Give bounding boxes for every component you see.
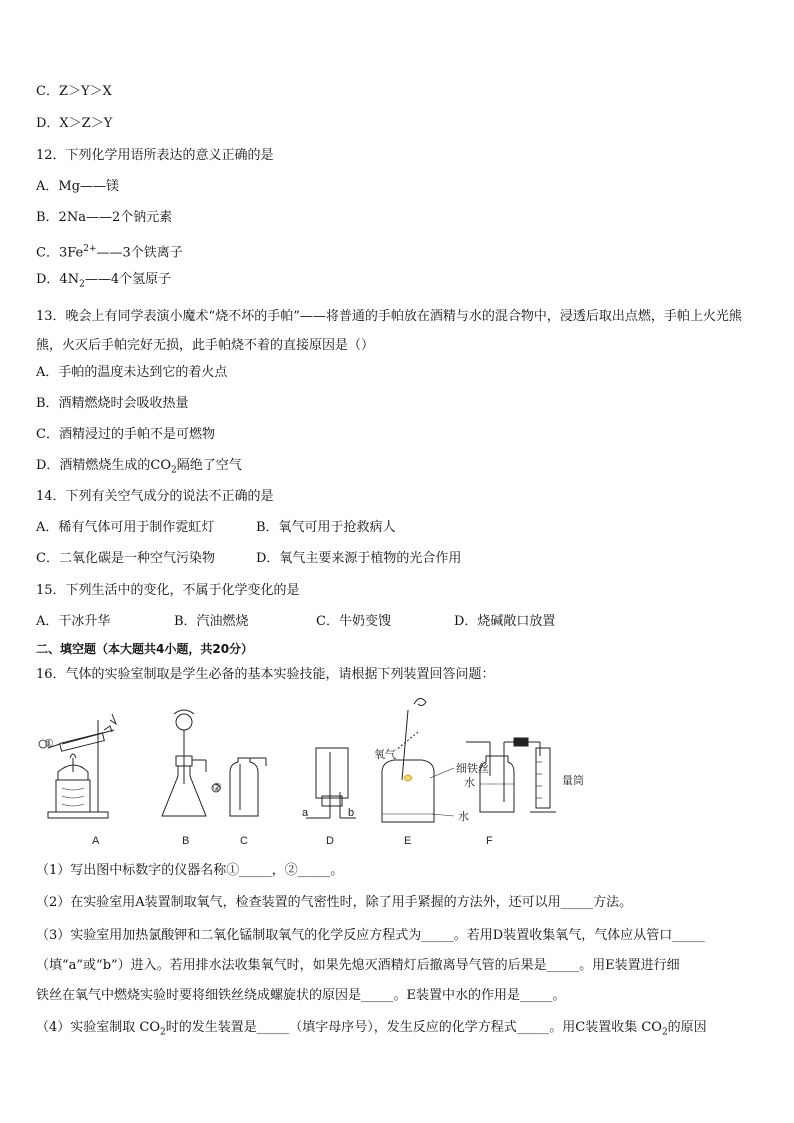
q14-option-a: A．稀有气体可用于制作霓虹灯 bbox=[36, 520, 215, 535]
q16-part-4 bbox=[36, 1019, 707, 1042]
q12-stem: 12．下列化学用语所表达的意义正确的是 bbox=[36, 148, 274, 163]
label-d: D bbox=[326, 835, 334, 847]
q13-option-d-pre: D．酒精燃烧生成的CO bbox=[36, 458, 172, 473]
q16-part-4-post: 的原因 bbox=[667, 1020, 707, 1035]
q14-option-c: C．二氧化碳是一种空气污染物 bbox=[36, 551, 215, 566]
q16-stem: 16．气体的实验室制取是学生必备的基本实验技能，请根据下列装置回答问题： bbox=[36, 667, 495, 682]
label-e: E bbox=[404, 835, 412, 847]
q16-part-3-line-1: （3）实验室用加热氯酸钾和二氧化锰制取氧气的化学反应方程式为_____。若用D装置收集氧气，气体应从管口_____ bbox=[36, 928, 705, 943]
q14-option-d: D．氧气主要来源于植物的光合作用 bbox=[256, 551, 462, 566]
q14-row-1 bbox=[36, 519, 396, 537]
apparatus-f bbox=[466, 738, 556, 812]
q12-option-c bbox=[36, 240, 183, 262]
label-iron-wire: 细铁丝 bbox=[456, 763, 489, 775]
mark-1: ① bbox=[44, 738, 54, 750]
section-2-title: 二、填空题（本大题共4小题，共20分） bbox=[36, 642, 254, 656]
q15-option-d: D．烧碱敞口放置 bbox=[454, 614, 556, 629]
mark-2: ② bbox=[212, 782, 222, 794]
q15-stem: 15．下列生活中的变化，不属于化学变化的是 bbox=[36, 583, 300, 598]
q12-option-b: B．2Na——2个钠元素 bbox=[36, 210, 173, 225]
label-a: A bbox=[92, 835, 100, 847]
label-f: F bbox=[486, 835, 493, 847]
pipe-a-label: a bbox=[302, 807, 309, 819]
q12-option-c-pre: C．3Fe bbox=[36, 245, 84, 261]
q16-part-2: （2）在实验室用A装置制取氧气，检查装置的气密性时，除了用手紧握的方法外，还可以用_____方法。 bbox=[36, 895, 633, 910]
q16-part-3-line-3: 铁丝在氧气中燃烧实验时要将细铁丝绕成螺旋状的原因是_____。E装置中水的作用是_____。 bbox=[36, 988, 566, 1003]
q16-part-3-line-2: （填“a”或“b”）进入。若用排水法收集氧气时，如果先熄灭酒精灯后撤离导气管的后果是_____。用E装置进行细 bbox=[36, 958, 680, 973]
q13-option-c: C．酒精浸过的手帕不是可燃物 bbox=[36, 427, 215, 442]
q13-option-a: A．手帕的温度未达到它的着火点 bbox=[36, 365, 228, 380]
label-cylinder: 量筒 bbox=[562, 775, 584, 787]
q14-row-2 bbox=[36, 550, 461, 568]
q16-part-4-sub2: 2 bbox=[661, 1027, 668, 1038]
q11-option-d: D．X＞Z＞Y bbox=[36, 116, 113, 131]
q15-option-c: C．牛奶变馊 bbox=[316, 614, 391, 629]
label-oxygen: 氧气 bbox=[374, 749, 396, 761]
q13-option-d-post: 隔绝了空气 bbox=[176, 458, 242, 473]
apparatus-a bbox=[39, 714, 116, 818]
q15-option-a: A．干冰升华 bbox=[36, 614, 111, 629]
q12-option-d-pre: D．4N bbox=[36, 272, 80, 287]
q16-part-1: （1）写出图中标数字的仪器名称①_____，②_____。 bbox=[36, 863, 344, 878]
q13-option-d bbox=[36, 457, 242, 480]
apparatus-figure bbox=[34, 692, 644, 850]
label-c: C bbox=[240, 835, 248, 847]
q13-option-d-sub: 2 bbox=[171, 465, 177, 476]
label-b: B bbox=[182, 835, 190, 847]
pipe-b-label: b bbox=[348, 807, 355, 819]
q15-option-b: B．汽油燃烧 bbox=[174, 614, 249, 629]
q12-option-c-sup: 2+ bbox=[83, 244, 97, 254]
label-water-f: 水 bbox=[464, 777, 475, 789]
q14-stem: 14．下列有关空气成分的说法不正确的是 bbox=[36, 489, 274, 504]
apparatus-b bbox=[162, 710, 206, 816]
q12-option-c-post: ——3个铁离子 bbox=[96, 245, 183, 261]
q11-option-c: C．Z＞Y＞X bbox=[36, 84, 112, 99]
q14-option-b: B．氧气可用于抢救病人 bbox=[256, 520, 396, 535]
q16-part-4-sub1: 2 bbox=[160, 1027, 166, 1038]
q12-option-d bbox=[36, 271, 171, 294]
q16-part-4-pre: （4）实验室制取 CO bbox=[36, 1020, 161, 1035]
q12-option-a: A．Mg——镁 bbox=[36, 179, 120, 194]
q15-options bbox=[36, 613, 555, 631]
q12-option-d-sub: 2 bbox=[79, 279, 85, 290]
q12-option-d-post: ——4个氢原子 bbox=[84, 272, 172, 287]
q13-stem: 13．晚会上有同学表演小魔术“烧不坏的手帕”——将普通的手帕放在酒精与水的混合物中，浸透后取出点燃，手帕上火光熊熊，火灭后手帕完好无损，此手帕烧不着的直接原因是（） bbox=[36, 309, 742, 353]
q16-part-4-mid: 时的发生装置是_____（填字母序号），发生反应的化学方程式_____。用C装置收集 CO bbox=[165, 1020, 662, 1035]
label-water-e: 水 bbox=[458, 811, 469, 823]
q13-option-b: B．酒精燃烧时会吸收热量 bbox=[36, 396, 189, 411]
